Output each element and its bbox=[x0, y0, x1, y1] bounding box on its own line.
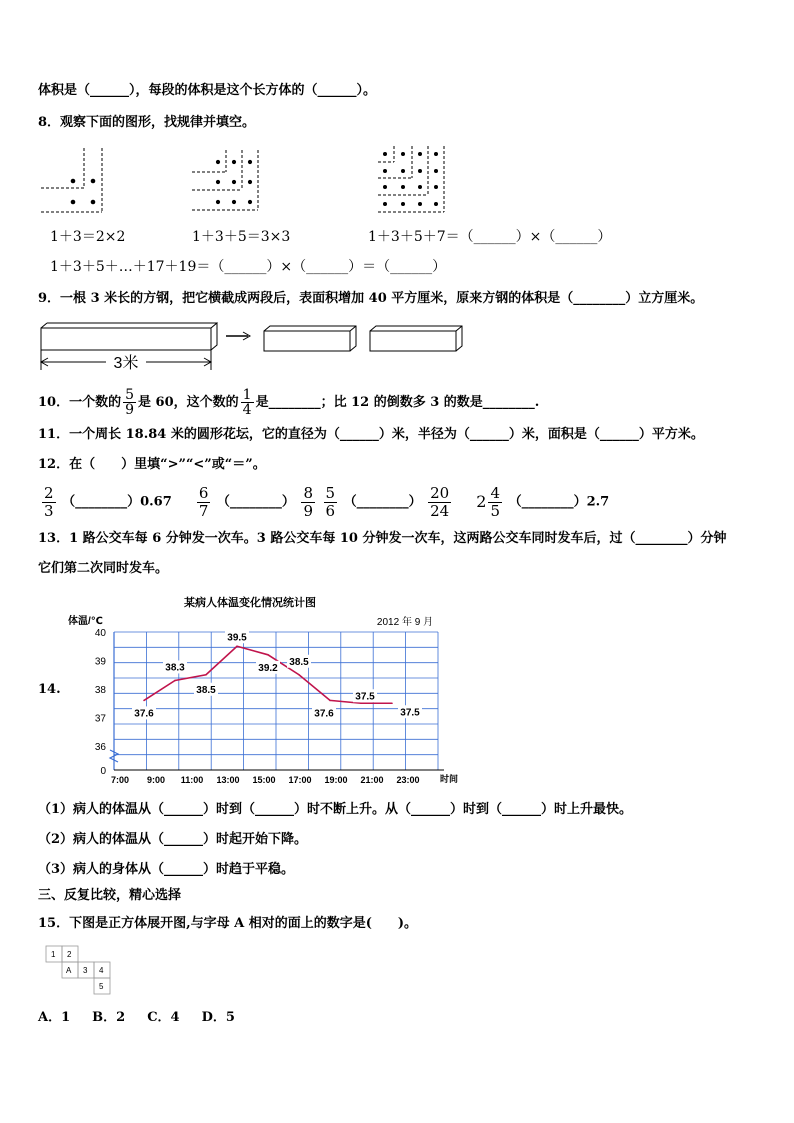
x-tick-label: 17:00 bbox=[288, 775, 312, 785]
data-point bbox=[329, 700, 331, 702]
question-12-title: 12．在（ ）里填“>”“<”或“＝”。 bbox=[38, 457, 266, 472]
data-point bbox=[174, 680, 176, 682]
question-14-part-2: （2）病人的体温从（______）时起开始下降。 bbox=[38, 832, 308, 847]
data-label: 39.5 bbox=[227, 632, 247, 644]
x-tick-label: 19:00 bbox=[324, 775, 348, 785]
net-face-5: 5 bbox=[99, 982, 104, 991]
question-8-title: 8．观察下面的图形，找规律并填空。 bbox=[38, 115, 256, 130]
question-14-part-1: （1）病人的体温从（______）时到（______）时不断上升。从（______）时到（______）时上升最快。 bbox=[38, 802, 633, 817]
data-label: 37.5 bbox=[400, 707, 420, 719]
x-tick-label: 9:00 bbox=[146, 775, 166, 785]
chart-grid bbox=[110, 632, 444, 770]
data-label: 39.2 bbox=[258, 662, 278, 674]
fraction-1-4: $\frac{1}{4}$ bbox=[242, 387, 252, 418]
pattern-figure-2 bbox=[192, 150, 258, 210]
data-label: 38.5 bbox=[196, 684, 216, 696]
question-15: 15．下图是正方体展开图,与字母 A 相对的面上的数字是( )。 bbox=[38, 916, 418, 931]
data-labels bbox=[132, 630, 422, 719]
cube-net-diagram bbox=[44, 944, 124, 1000]
question-11: 11．一个周长 18.84 米的圆形花坛，它的直径为（______）米，半径为（______）米，面积是（______）平方米。 bbox=[38, 427, 704, 442]
temperature-line-chart bbox=[60, 592, 460, 788]
compare-blank-4: （________）2.7 bbox=[508, 494, 610, 510]
bar-length-label: 3米 bbox=[113, 355, 139, 372]
option-c[interactable]: C．4 bbox=[147, 1010, 180, 1025]
question-14-part-3: （3）病人的身体从（______）时趋于平稳。 bbox=[38, 862, 295, 877]
pattern-figure-3 bbox=[378, 146, 444, 212]
q10-part-3: 是________；比 12 的倒数多 3 的数是________. bbox=[255, 395, 540, 410]
y-tick-label: 36 bbox=[94, 742, 106, 753]
option-b[interactable]: B．2 bbox=[92, 1010, 126, 1025]
pattern-figure-1 bbox=[41, 148, 102, 212]
x-tick-label: 15:00 bbox=[252, 775, 276, 785]
question-15-options bbox=[38, 1010, 257, 1026]
compare-blank-3: （________） bbox=[343, 494, 422, 510]
question-12-comparisons bbox=[40, 484, 609, 521]
data-point bbox=[360, 702, 362, 704]
fraction-6-7: $\frac{6}{7}$ bbox=[198, 483, 209, 520]
equation-2: 1＋3＋5＝3×3 bbox=[192, 229, 291, 245]
equation-3: 1＋3＋5＋7＝（______）×（______） bbox=[368, 229, 612, 245]
chart-date: 2012 年 9 月 bbox=[376, 617, 434, 628]
data-point bbox=[391, 702, 393, 704]
data-point bbox=[236, 645, 238, 647]
net-face-2: 2 bbox=[67, 950, 72, 959]
axis-break-mark bbox=[110, 750, 118, 762]
data-label: 37.6 bbox=[134, 708, 154, 720]
x-tick-label: 13:00 bbox=[216, 775, 240, 785]
option-d[interactable]: D．5 bbox=[201, 1010, 235, 1025]
x-tick-label: 7:00 bbox=[110, 775, 130, 785]
y-tick-label: 40 bbox=[94, 628, 106, 639]
net-face-a: A bbox=[66, 966, 72, 975]
data-label: 38.3 bbox=[165, 662, 185, 674]
x-tick-label: 21:00 bbox=[360, 775, 384, 785]
y-tick-label: 38 bbox=[94, 685, 106, 696]
fraction-8-9: $\frac{8}{9}$ bbox=[303, 483, 313, 520]
compare-blank-2: （________） bbox=[216, 494, 295, 510]
x-tick-labels bbox=[111, 775, 420, 785]
data-label: 37.5 bbox=[355, 691, 375, 703]
q10-part-1: 10．一个数的 bbox=[38, 395, 122, 410]
question-13-line-2: 它们第二次同时发车。 bbox=[38, 561, 169, 576]
y-axis-label: 体温/℃ bbox=[68, 616, 103, 627]
steel-bar-diagram bbox=[36, 318, 476, 376]
equation-4: 1＋3＋5＋…＋17＋19＝（______）×（______）＝（______） bbox=[50, 259, 447, 275]
data-label: 38.5 bbox=[289, 656, 309, 668]
net-face-4: 4 bbox=[99, 966, 104, 975]
x-tick-label: 23:00 bbox=[396, 775, 420, 785]
q10-part-2: 是 60，这个数的 bbox=[138, 395, 239, 410]
chart-title: 某病人体温变化情况统计图 bbox=[184, 597, 316, 609]
fraction-5-9: $\frac{5}{9}$ bbox=[125, 387, 135, 418]
section-3-heading: 三、反复比较，精心选择 bbox=[38, 888, 182, 903]
dot-pattern-figures bbox=[36, 144, 476, 218]
fraction-2-3: $\frac{2}{3}$ bbox=[44, 483, 54, 520]
data-point bbox=[267, 654, 269, 656]
x-tick-label: 11:00 bbox=[180, 775, 204, 785]
net-face-3: 3 bbox=[83, 966, 88, 975]
data-point bbox=[205, 674, 207, 676]
fraction-4-5: $\frac{4}{5}$ bbox=[490, 483, 501, 520]
net-face-1: 1 bbox=[51, 950, 56, 959]
option-a[interactable]: A．1 bbox=[38, 1010, 71, 1025]
question-10 bbox=[38, 388, 539, 417]
question-13-line-1: 13．1 路公交车每 6 分钟发一次车。3 路公交车每 10 分钟发一次车，这两路公交车同时发车后，过（________）分钟 bbox=[38, 531, 727, 546]
question-14-number: 14. bbox=[38, 682, 61, 697]
fraction-5-6: $\frac{5}{6}$ bbox=[325, 483, 336, 520]
data-point bbox=[143, 700, 145, 702]
y-tick-label: 39 bbox=[94, 656, 106, 668]
question-9: 9．一根 3 米长的方钢，把它横截成两段后，表面积增加 40 平方厘米，原来方钢的体积是（________）立方厘米。 bbox=[38, 291, 704, 306]
data-label: 37.6 bbox=[314, 708, 334, 720]
compare-blank-1: （________）0.67 bbox=[62, 494, 172, 510]
question-7-tail: 体积是（______），每段的体积是这个长方体的（______）。 bbox=[38, 83, 377, 98]
y-tick-label: 37 bbox=[94, 713, 106, 725]
x-axis-label: 时间 bbox=[440, 774, 459, 784]
data-point bbox=[298, 674, 300, 676]
y-tick-label: 0 bbox=[100, 766, 106, 777]
equation-1: 1＋3＝2×2 bbox=[50, 229, 126, 245]
y-tick-labels bbox=[95, 628, 107, 777]
fraction-20-24: $\frac{20}{24}$ bbox=[430, 483, 450, 520]
mixed-number-whole: 2 bbox=[476, 492, 487, 511]
